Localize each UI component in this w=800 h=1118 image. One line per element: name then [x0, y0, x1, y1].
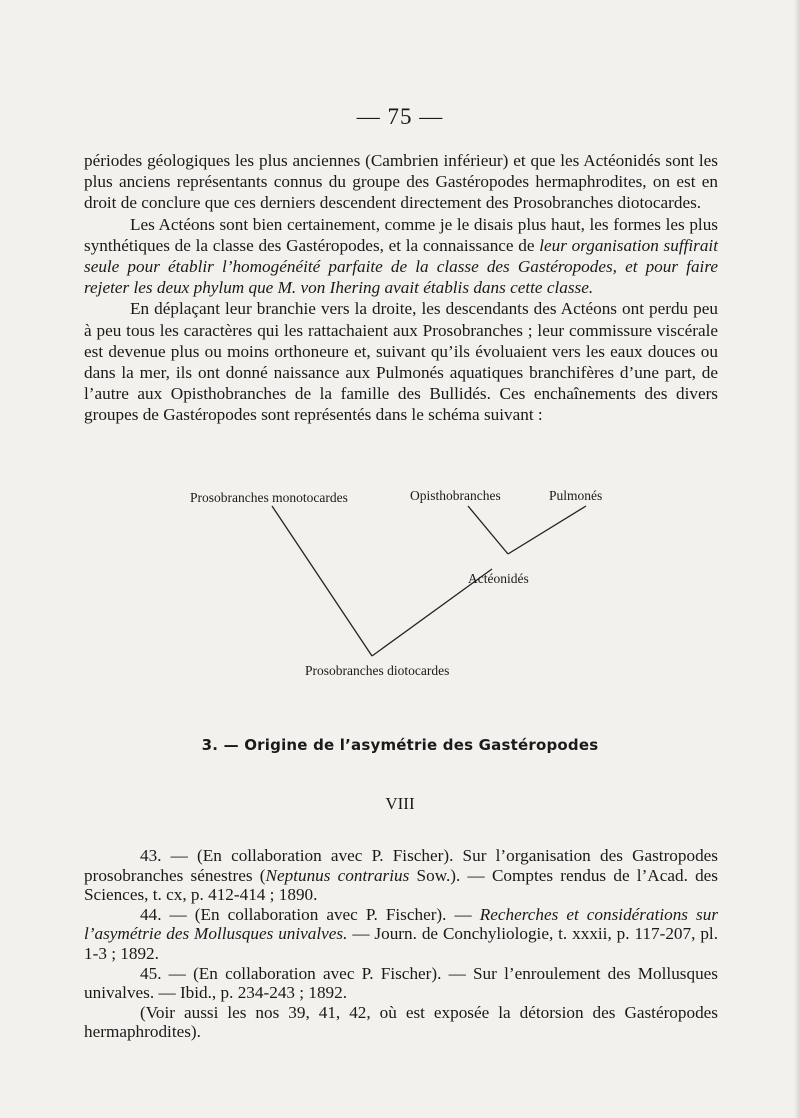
label-monotocardes: Prosobranches monotocardes: [190, 490, 348, 505]
reference-44: [84, 905, 718, 964]
paragraph-2-text: Les Actéons sont bien certainement, comme je le disais plus haut, les formes les plus synthétiques de la classe des Gastéropodes, et la connaissance de: [84, 214, 718, 255]
label-acteonides: Actéonidés: [468, 571, 529, 586]
section-roman-numeral: VIII: [385, 794, 415, 813]
section-heading: 3. — Origine de l’asymétrie des Gastéropodes: [201, 736, 599, 754]
paragraph-2: [84, 214, 718, 299]
reference-note: (Voir aussi les nos 39, 41, 42, où est exposée la détorsion des Gastéropodes hermaphrodites).: [84, 1002, 718, 1042]
line-pulmones: [508, 506, 586, 554]
label-pulmones: Pulmonés: [549, 488, 603, 503]
paragraph-1: périodes géologiques les plus anciennes (Cambrien inférieur) et que les Actéonidés sont les plus anciens représentants connus du groupe des Gastéropodes hermaphrodites, on est en droit de conclure que ces derniers descendent directement des Prosobranches diotocardes.: [84, 151, 718, 213]
line-monotocardes: [272, 506, 372, 656]
diagram-lines: [0, 480, 800, 680]
reference-45: 45. — (En collaboration avec P. Fischer). — Sur l’enroulement des Mollusques univalves. — Ibid., p. 234-243 ; 1892.: [84, 963, 718, 1003]
reference-43-text-end: Sow.). — Comptes rendus de l’Acad. des Sciences, t. cx, p. 412-414 ; 1890.: [84, 865, 719, 905]
reference-43-italic: Neptunus contrarius: [265, 865, 410, 885]
phylogeny-diagram: [0, 480, 800, 680]
label-opisthobranches: Opisthobranches: [410, 488, 501, 503]
paragraph-2-italic: leur organisation suffirait seule pour établir l’homogénéité parfaite de la classe des Gastéropodes, et pour faire rejeter les deux phylum que M. von Ihering avait établis dans cette classe.: [84, 235, 718, 298]
label-diotocardes: Prosobranches diotocardes: [305, 663, 450, 678]
paragraph-3: En déplaçant leur branchie vers la droite, les descendants des Actéons ont perdu peu à peu tous les caractères qui les rattachaient aux Prosobranches ; leur commissure viscérale est devenue plus ou moins orthoneure et, suivant qu’ils évoluaient vers les eaux douces ou dans la mer, ils ont donné naissance aux Pulmonés aquatiques branchifères d’une part, de l’autre aux Opisthobranches de la famille des Bullidés. Ces enchaînements des divers groupes de Gastéropodes sont représentés dans le schéma suivant :: [84, 299, 718, 425]
reference-44-italic: Recherches et considérations sur l’asymétrie des Mollusques univalves.: [84, 904, 719, 944]
reference-43: [84, 846, 718, 905]
reference-list: [84, 846, 718, 1042]
reference-43-text: 43. — (En collaboration avec P. Fischer). Sur l’organisation des Gastropodes prosobranches sénestres (: [84, 846, 718, 885]
line-opisthobranches: [468, 506, 508, 554]
reference-44-text: 44. — (En collaboration avec P. Fischer). —: [140, 904, 480, 924]
reference-44-text-end: — Journ. de Conchyliologie, t. xxxii, p. 117-207, pl. 1-3 ; 1892.: [84, 924, 718, 963]
page-number: — 75 —: [356, 104, 444, 129]
body-text: [84, 150, 718, 426]
